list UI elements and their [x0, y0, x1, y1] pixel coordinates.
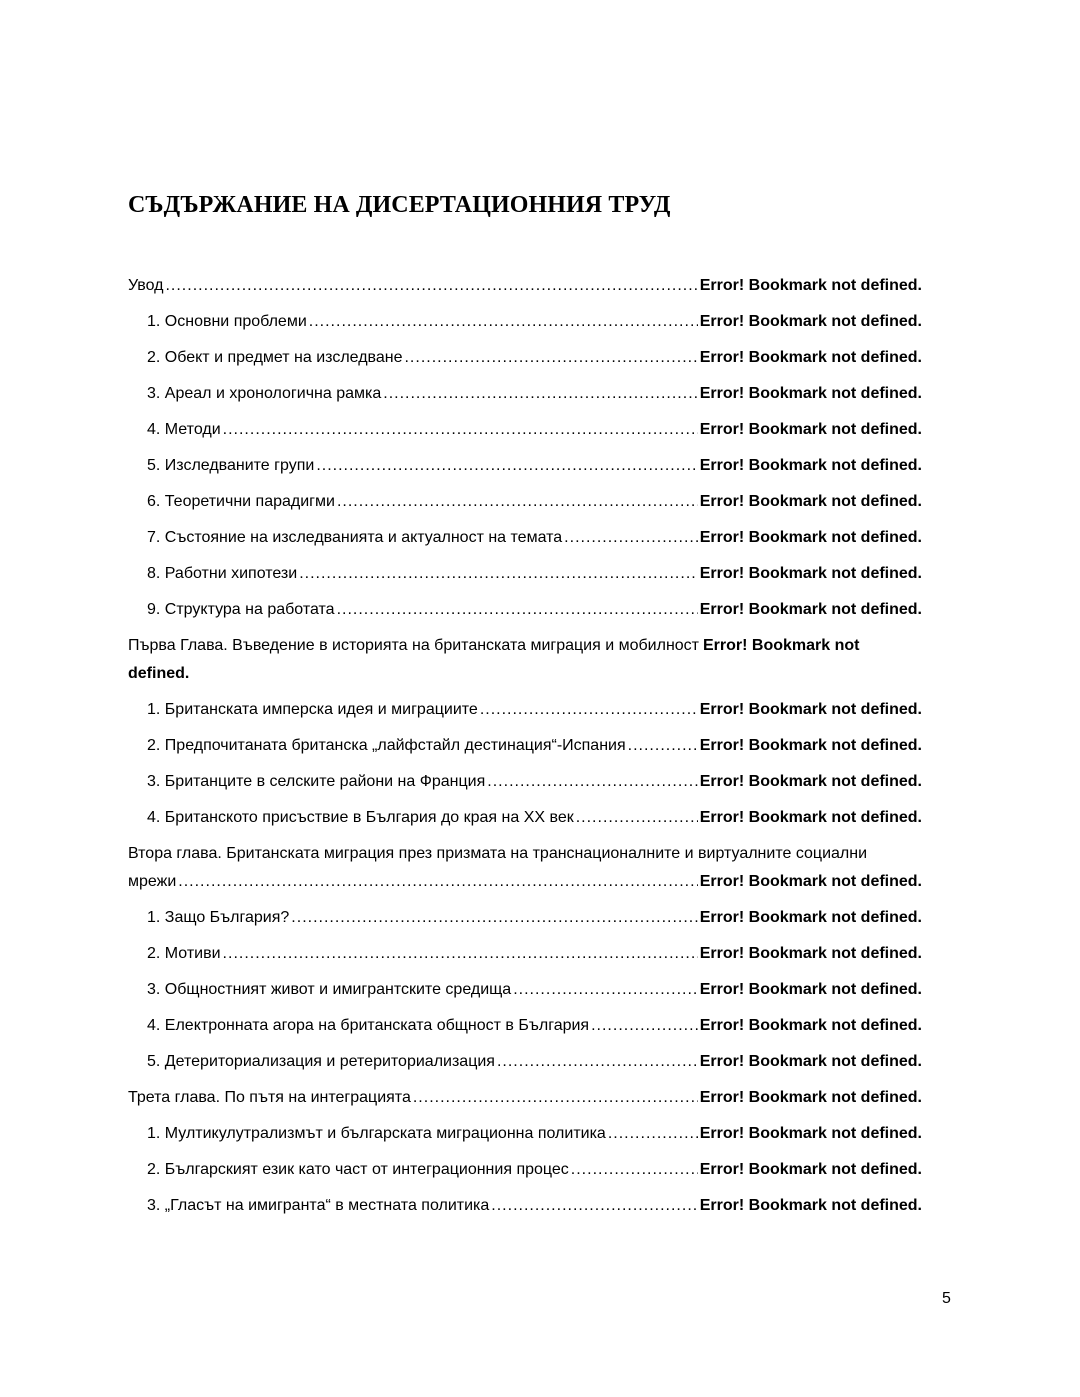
toc-leader-dots	[487, 764, 697, 800]
toc-entry-label: Втора глава. Британската миграция през призмата на транснационалните и виртуалните социални	[128, 845, 868, 862]
toc-entry-label: Трета глава. По пътя на интеграцията	[128, 1089, 411, 1106]
toc-leader-dots	[513, 972, 698, 1008]
toc-page-ref: Error! Bookmark not defined.	[699, 421, 922, 438]
toc-entry-label: 2. Предпочитаната британска „лайфстайл дестинация“-Испания	[147, 737, 626, 754]
toc-page-ref: Error! Bookmark not defined.	[699, 529, 922, 546]
toc-entry-ch2-4[interactable]	[128, 1008, 922, 1044]
toc-entry-intro-2[interactable]	[128, 340, 922, 376]
toc-entry-label: 4. Електронната агора на британската общност в България	[147, 1017, 590, 1034]
toc-entry-label: 2. Българският език като част от интеграционния процес	[147, 1161, 569, 1178]
toc-entry-label: 3. „Гласът на имигранта“ в местната политика	[147, 1197, 490, 1214]
toc-entry-label: 4. Методи	[147, 421, 221, 438]
toc-entry-label: 6. Теоретични парадигми	[147, 493, 335, 510]
toc-page-ref: Error! Bookmark not defined.	[699, 565, 922, 582]
toc-entry-intro-3[interactable]	[128, 376, 922, 412]
toc-page-ref: Error! Bookmark not defined.	[699, 773, 922, 790]
toc-page-ref: Error! Bookmark not defined.	[699, 313, 922, 330]
toc-entry-label: 1. Британската имперска идея и миграциите	[147, 701, 478, 718]
toc-entry-intro-4[interactable]	[128, 412, 922, 448]
toc-leader-dots	[316, 448, 697, 484]
toc-page-ref: Error! Bookmark not	[703, 637, 860, 654]
toc-entry-ch1-1[interactable]	[128, 692, 922, 728]
toc-leader-dots	[299, 556, 698, 592]
toc-entry-label: 2. Мотиви	[147, 945, 221, 962]
toc-leader-dots	[497, 1044, 698, 1080]
toc-page-ref: Error! Bookmark not defined.	[699, 909, 922, 926]
toc-leader-dots	[178, 868, 697, 896]
toc-leader-dots	[223, 936, 698, 972]
toc-entry-label: 1. Защо България?	[147, 909, 290, 926]
toc-leader-dots	[591, 1008, 698, 1044]
toc-entry-label: Увод	[128, 277, 164, 294]
toc-entry-intro-7[interactable]	[128, 520, 922, 556]
toc-entry-label: 7. Състояние на изследванията и актуалност на темата	[147, 529, 563, 546]
toc-page-ref: Error! Bookmark not defined.	[699, 277, 922, 294]
toc-entry-label: 3. Ареал и хронологична рамка	[147, 385, 382, 402]
toc-leader-dots	[404, 340, 697, 376]
toc-entry-label: 4. Британското присъствие в България до края на ХХ век	[147, 809, 574, 826]
toc-leader-dots	[165, 268, 697, 304]
toc-entry-label: 5. Детериториализация и ретериториализация	[147, 1053, 495, 1070]
toc-entry-label: 9. Структура на работата	[147, 601, 335, 618]
toc-page-ref: Error! Bookmark not defined.	[699, 1053, 922, 1070]
toc-entry-ch1-4[interactable]	[128, 800, 922, 836]
toc-leader-dots	[337, 484, 698, 520]
toc-entry-intro[interactable]	[128, 268, 922, 304]
toc-entry-intro-8[interactable]	[128, 556, 922, 592]
table-of-contents	[128, 268, 922, 1224]
toc-entry-ch3-2[interactable]	[128, 1152, 922, 1188]
toc-leader-dots	[413, 1080, 698, 1116]
toc-entry-label: 8. Работни хипотези	[147, 565, 298, 582]
toc-page-ref: Error! Bookmark not defined.	[699, 385, 922, 402]
toc-page-ref: Error! Bookmark not defined.	[699, 1161, 922, 1178]
toc-entry-label: 2. Обект и предмет на изследване	[147, 349, 403, 366]
toc-leader-dots	[337, 592, 698, 628]
toc-entry-ch1-3[interactable]	[128, 764, 922, 800]
page-number: 5	[942, 1290, 951, 1307]
toc-entry-ch2-3[interactable]	[128, 972, 922, 1008]
toc-page-ref-continued: defined.	[128, 665, 190, 682]
toc-page-ref: Error! Bookmark not defined.	[699, 349, 922, 366]
toc-leader-dots	[564, 520, 698, 556]
toc-entry-label: 3. Общностният живот и имигрантските средища	[147, 981, 512, 998]
toc-page-ref: Error! Bookmark not defined.	[699, 1089, 922, 1106]
toc-entry-intro-6[interactable]	[128, 484, 922, 520]
toc-leader-dots	[608, 1116, 698, 1152]
toc-entry-label: Първа Глава. Въведение в историята на британската миграция и мобилност	[128, 637, 699, 654]
toc-leader-dots	[309, 304, 698, 340]
toc-entry-intro-9[interactable]	[128, 592, 922, 628]
toc-page-ref: Error! Bookmark not defined.	[699, 945, 922, 962]
toc-page-ref: Error! Bookmark not defined.	[699, 457, 922, 474]
toc-page-ref: Error! Bookmark not defined.	[699, 873, 922, 890]
toc-entry-ch1-2[interactable]	[128, 728, 922, 764]
toc-page-ref: Error! Bookmark not defined.	[699, 493, 922, 510]
toc-entry-intro-1[interactable]	[128, 304, 922, 340]
toc-page-ref: Error! Bookmark not defined.	[699, 601, 922, 618]
toc-entry-ch3-3[interactable]	[128, 1188, 922, 1224]
toc-leader-dots	[480, 692, 698, 728]
toc-entry-ch2-2[interactable]	[128, 936, 922, 972]
toc-entry-chapter-3[interactable]	[128, 1080, 922, 1116]
toc-leader-dots	[291, 900, 697, 936]
toc-leader-dots	[576, 800, 698, 836]
toc-page-ref: Error! Bookmark not defined.	[699, 701, 922, 718]
toc-leader-dots	[223, 412, 698, 448]
toc-entry-chapter-2[interactable]	[128, 836, 922, 896]
toc-page-ref: Error! Bookmark not defined.	[699, 1197, 922, 1214]
toc-entry-label: 1. Основни проблеми	[147, 313, 307, 330]
toc-entry-label: 5. Изследваните групи	[147, 457, 315, 474]
page-title: СЪДЪРЖАНИЕ НА ДИСЕРТАЦИОННИЯ ТРУД	[128, 192, 671, 218]
toc-entry-label: 1. Мултикулутрализмът и българската миграционна политика	[147, 1125, 606, 1142]
toc-leader-dots	[571, 1152, 698, 1188]
toc-page-ref: Error! Bookmark not defined.	[699, 1017, 922, 1034]
toc-entry-ch3-1[interactable]	[128, 1116, 922, 1152]
toc-page-ref: Error! Bookmark not defined.	[699, 1125, 922, 1142]
toc-leader-dots	[628, 728, 698, 764]
toc-entry-label-continued: мрежи	[128, 873, 177, 890]
toc-entry-intro-5[interactable]	[128, 448, 922, 484]
toc-leader-dots	[491, 1188, 697, 1224]
toc-page-ref: Error! Bookmark not defined.	[699, 737, 922, 754]
toc-entry-label: 3. Британците в селските райони на Франция	[147, 773, 486, 790]
toc-leader-dots	[383, 376, 698, 412]
toc-entry-chapter-1[interactable]	[128, 628, 922, 692]
toc-page-ref: Error! Bookmark not defined.	[699, 981, 922, 998]
toc-page-ref: Error! Bookmark not defined.	[699, 809, 922, 826]
toc-entry-ch2-5[interactable]	[128, 1044, 922, 1080]
toc-entry-ch2-1[interactable]	[128, 900, 922, 936]
